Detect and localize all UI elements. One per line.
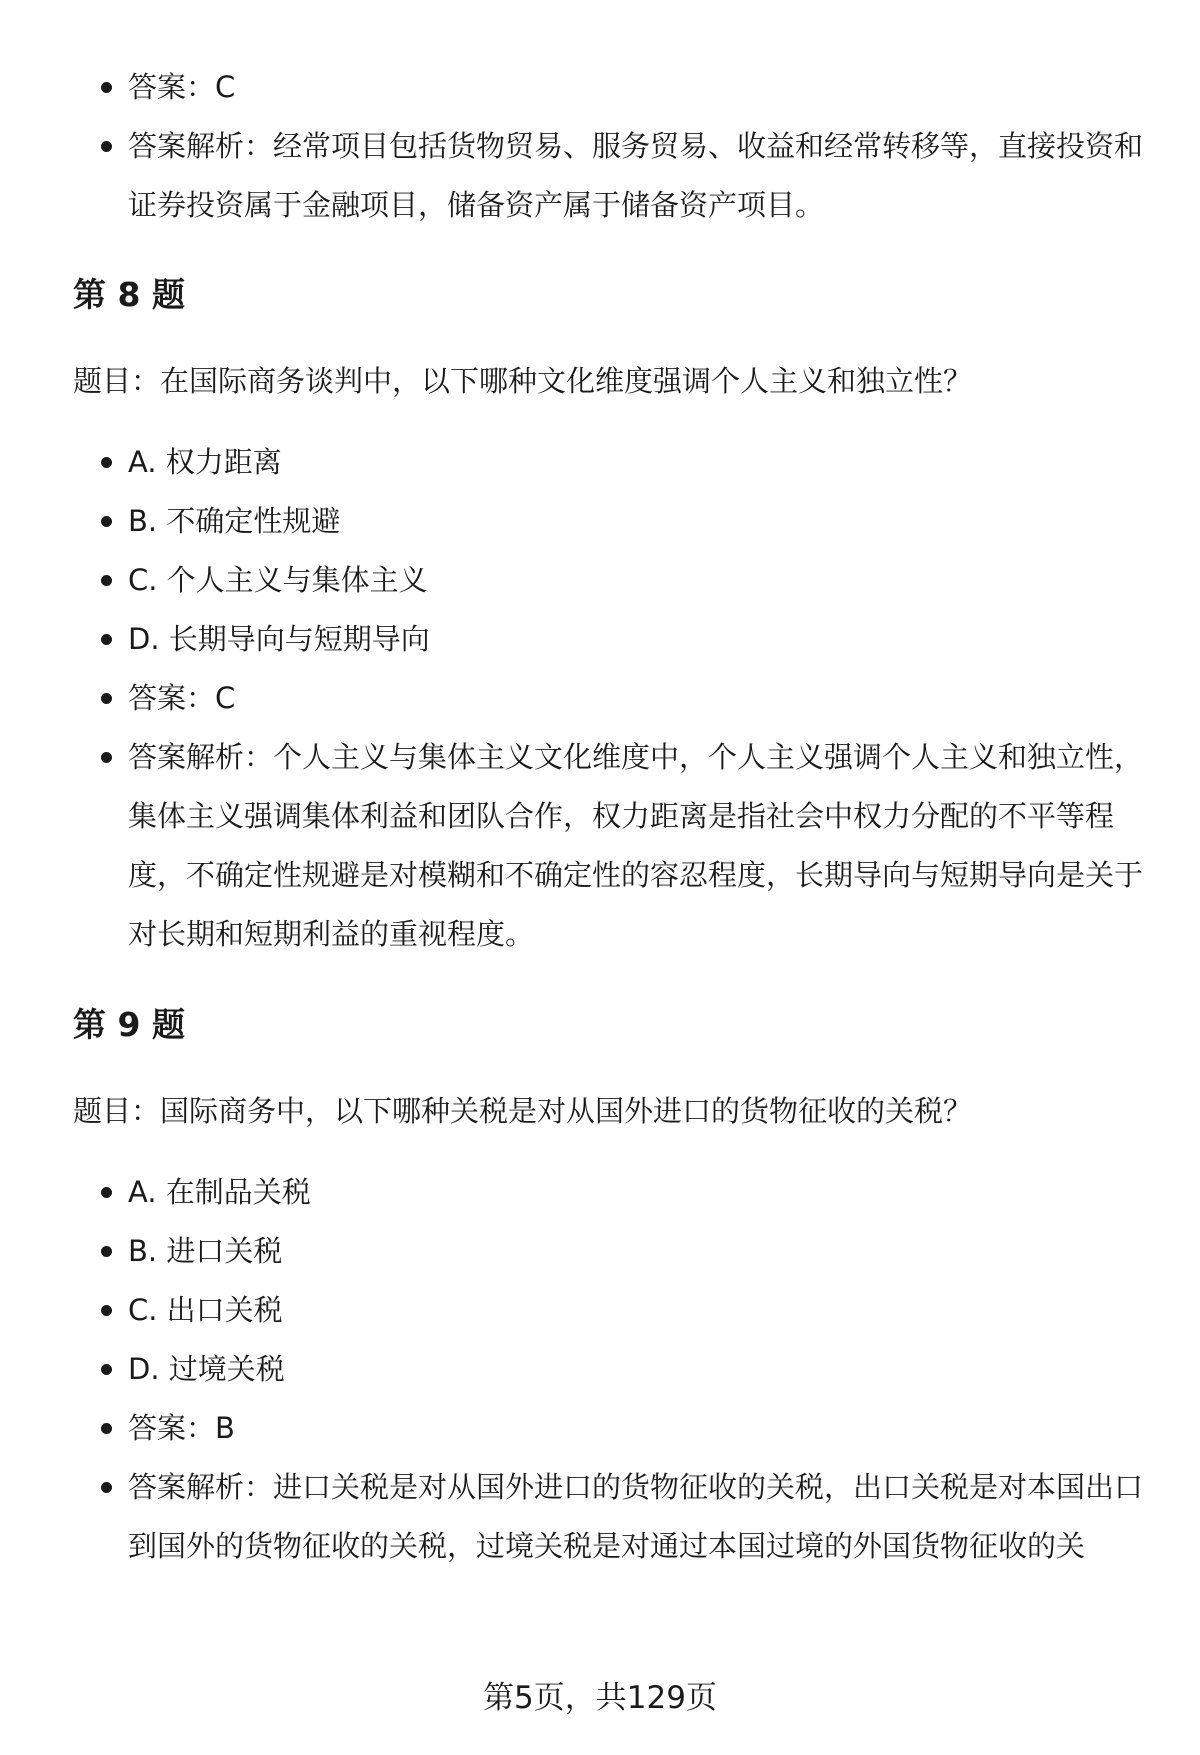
question-9-answer: 答案：B [73,1399,1143,1458]
question-9-option-b: B. 进口关税 [73,1222,1143,1281]
question-9-option-d: D. 过境关税 [73,1340,1143,1399]
question-8-heading: 第 8 题 [73,275,185,314]
question-8-analysis: 答案解析：个人主义与集体主义文化维度中，个人主义强调个人主义和独立性，集体主义强调集体利益和团队合作，权力距离是指社会中权力分配的不平等程度，不确定性规避是对模糊和不确定性的容忍程度，长期导向与短期导向是关于对长期和短期利益的重视程度。 [73,728,1143,964]
question-8-list [73,433,1143,964]
prev-question-list [73,58,1143,235]
question-9-list [73,1163,1143,1576]
question-9-text: 题目：国际商务中，以下哪种关税是对从国外进口的货物征收的关税？ [73,1094,973,1128]
question-8-answer: 答案：C [73,669,1143,728]
question-8-option-a: A. 权力距离 [73,433,1143,492]
prev-answer: 答案：C [73,58,1143,117]
question-8-option-b: B. 不确定性规避 [73,492,1143,551]
prev-analysis: 答案解析：经常项目包括货物贸易、服务贸易、收益和经常转移等，直接投资和证券投资属于金融项目，储备资产属于储备资产项目。 [73,117,1143,235]
question-9-heading: 第 9 题 [73,1005,185,1044]
document-page [73,58,1143,1576]
question-9-option-c: C. 出口关税 [73,1281,1143,1340]
page-number-footer: 第5页，共129页 [483,1680,717,1716]
question-9-option-a: A. 在制品关税 [73,1163,1143,1222]
question-8-option-c: C. 个人主义与集体主义 [73,551,1143,610]
question-9-analysis: 答案解析：进口关税是对从国外进口的货物征收的关税，出口关税是对本国出口到国外的货物征收的关税，过境关税是对通过本国过境的外国货物征收的关 [73,1458,1143,1576]
question-8-option-d: D. 长期导向与短期导向 [73,610,1143,669]
question-8-text: 题目：在国际商务谈判中，以下哪种文化维度强调个人主义和独立性？ [73,364,973,398]
